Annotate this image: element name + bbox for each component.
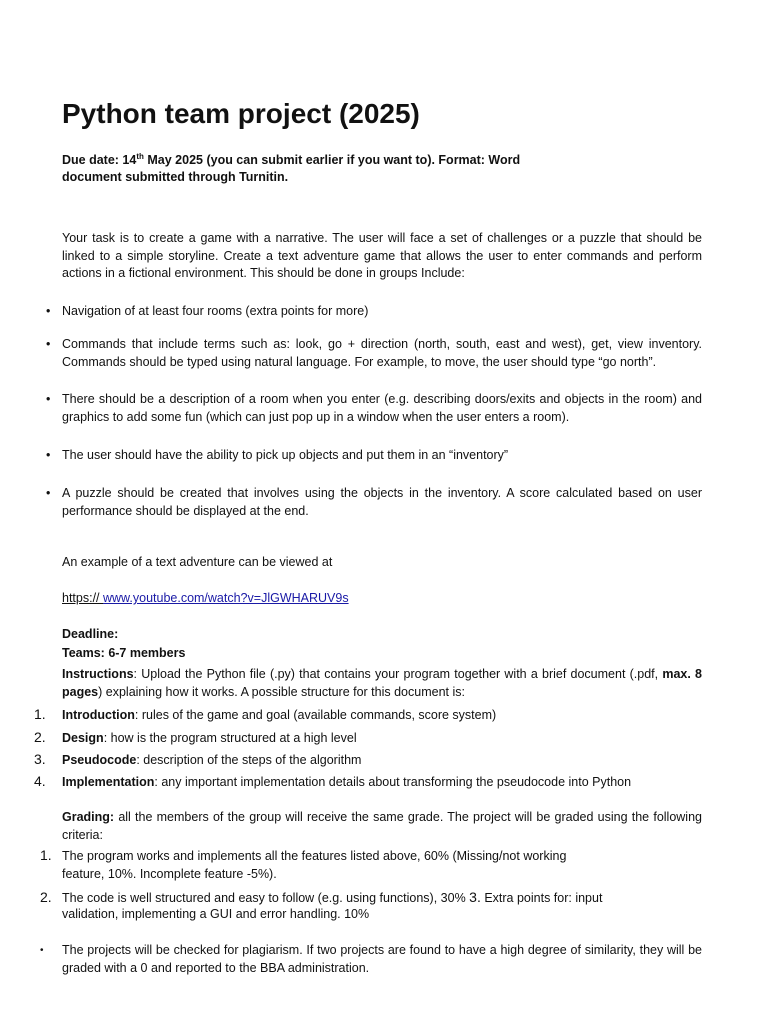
list-item-label: Pseudocode: [62, 753, 137, 767]
due-date-rest: May 2025 (you can submit earlier if you want to). Format: Word document submitted through Turnitin.: [62, 153, 521, 184]
criteria-number: 1.: [40, 847, 52, 863]
bullet-icon: •: [46, 448, 51, 462]
grading-text: all the members of the group will receive the same grade. The project will be graded using the following criteria:: [62, 810, 702, 842]
list-item-text: : description of the steps of the algorithm: [136, 753, 362, 767]
instructions-paragraph: [62, 666, 702, 701]
bullet-item: Commands that include terms such as: look, go + direction (north, south, east and west), get, view inventory. Commands should be typed using natural language. For example, to move, the user should type “go north”.: [62, 337, 702, 369]
due-date-prefix: Due date: 14: [62, 153, 137, 167]
link-prefix: https://: [62, 591, 103, 605]
criteria-text: The code is well structured and easy to follow (e.g. using functions), 30%: [62, 891, 470, 905]
list-item-label: Implementation: [62, 775, 155, 789]
criteria-text-end: Extra points for: input: [480, 891, 603, 905]
example-link-line: [62, 590, 349, 608]
list-item-text: : how is the program structured at a high level: [103, 731, 357, 745]
grading-paragraph: [62, 809, 702, 844]
teams-label: Teams: 6-7 members: [62, 646, 186, 660]
list-number: 2.: [34, 729, 46, 745]
criteria-number: 2.: [40, 889, 52, 905]
bullet-item: A puzzle should be created that involves using the objects in the inventory. A score calculated based on user performance should be displayed at the end.: [62, 486, 702, 518]
instructions-label: Instructions: [62, 667, 134, 681]
due-date-sup: th: [136, 151, 144, 161]
bullet-icon: •: [46, 392, 51, 406]
max-pages: max. 8 pages: [62, 667, 703, 699]
criteria-line: feature, 10%. Incomplete feature -5%).: [62, 867, 277, 881]
bullet-item: Navigation of at least four rooms (extra points for more): [62, 304, 369, 318]
list-item-text: : any important implementation details about transforming the pseudocode into Python: [154, 775, 632, 789]
criteria-line: [62, 889, 602, 908]
bullet-item: There should be a description of a room when you enter (e.g. describing doors/exits and objects in the room) and graphics to add some fun (which can just pop up in a window when the user enters a room).: [62, 392, 702, 424]
bullet-icon: •: [46, 337, 51, 351]
plagiarism-paragraph: The projects will be checked for plagiarism. If two projects are found to have a high degree of similarity, they will be graded with a 0 and reported to the BBA administration.: [62, 943, 702, 975]
instructions-text-end: ) explaining how it works. A possible structure for this document is:: [98, 684, 465, 699]
youtube-link[interactable]: www.youtube.com/watch?v=JlGWHARUV9s: [103, 591, 349, 605]
list-item: [62, 730, 357, 748]
list-number: 1.: [34, 706, 46, 722]
criteria-inline-number: 3.: [469, 889, 481, 905]
list-item-label: Design: [62, 731, 104, 745]
page-title: Python team project (2025): [62, 98, 420, 129]
example-text: An example of a text adventure can be viewed at: [62, 555, 333, 569]
bullet-icon: •: [46, 486, 51, 500]
list-item-label: Introduction: [62, 708, 135, 722]
grading-label: Grading:: [62, 810, 115, 824]
list-item: [62, 707, 496, 725]
list-item: [62, 752, 361, 770]
criteria-line: validation, implementing a GUI and error handling. 10%: [62, 907, 370, 921]
list-item-text: : rules of the game and goal (available commands, score system): [134, 708, 497, 722]
bullet-item: The user should have the ability to pick up objects and put them in an “inventory”: [62, 448, 509, 462]
bullet-icon: •: [40, 945, 44, 956]
intro-paragraph: Your task is to create a game with a narrative. The user will face a set of challenges or a puzzle that should be linked to a simple storyline. Create a text adventure game that allows the user to enter commands and perform actions in a fictional environment. This should be done in groups Include:: [62, 231, 702, 280]
bullet-icon: •: [46, 304, 51, 318]
list-number: 4.: [34, 773, 46, 789]
list-number: 3.: [34, 751, 46, 767]
list-item: [62, 774, 631, 792]
deadline-label: Deadline:: [62, 627, 119, 641]
due-date-text: [62, 152, 582, 186]
instructions-text: : Upload the Python file (.py) that contains your program together with a brief document (.pdf,: [133, 667, 663, 681]
criteria-line: The program works and implements all the features listed above, 60% (Missing/not working: [62, 849, 567, 863]
